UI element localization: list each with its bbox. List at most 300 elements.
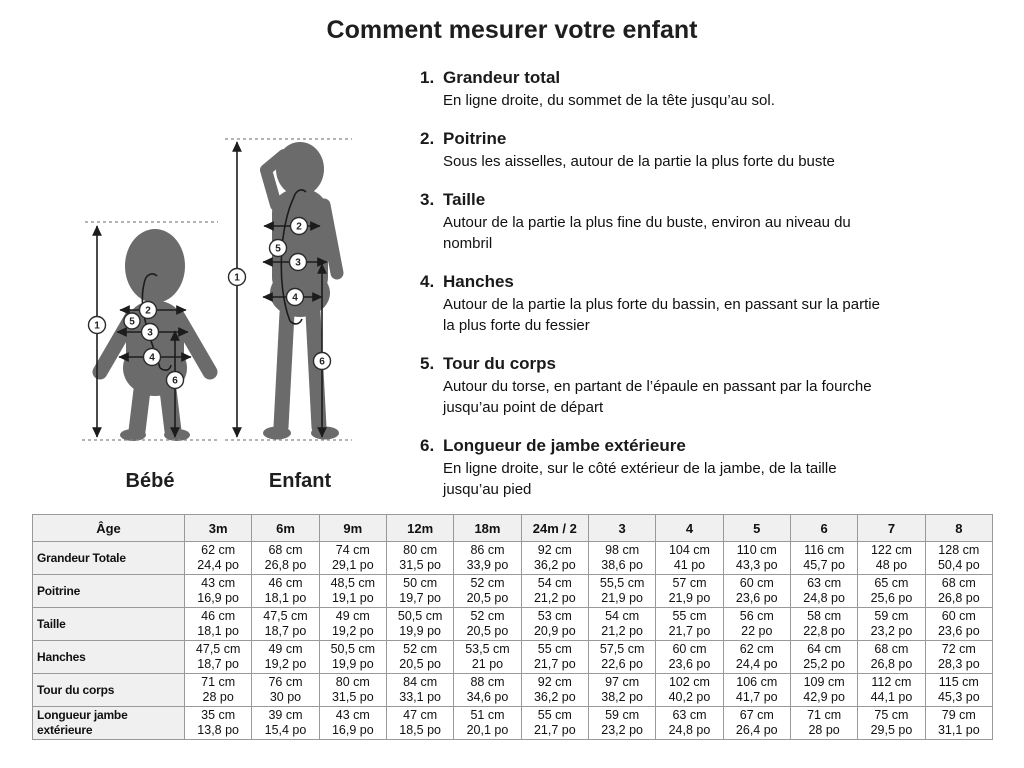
cm-value: 71 cm [201,675,236,689]
po-value: 23,6 po [735,591,778,605]
po-value: 43,3 po [735,558,778,572]
measurement-cell [858,575,925,608]
measurement-cell [319,542,386,575]
cm-value: 55,5 cm [599,576,645,590]
po-value: 22,6 po [601,657,643,671]
cm-value: 54 cm [605,609,640,623]
age-column-header: 6 [790,515,857,542]
po-value: 36,2 po [533,690,576,704]
row-label: Hanches [33,641,185,674]
po-value: 25,2 po [803,657,845,671]
po-value: 45,3 po [937,690,980,704]
instruction-text [443,68,775,111]
measurement-cell [185,674,252,707]
cm-value: 55 cm [537,642,572,656]
cm-value: 109 cm [803,675,845,689]
cm-value: 49 cm [335,609,370,623]
cm-value: 110 cm [736,543,777,557]
measurement-cell [925,575,992,608]
measurement-cell [925,674,992,707]
marker-number: 3 [295,257,301,269]
cm-value: 59 cm [874,609,909,623]
instruction-body: Autour de la partie la plus fine du buste, environ au niveau du nombril [443,214,851,252]
instruction-body: En ligne droite, du sommet de la tête jusqu’au sol. [443,92,775,109]
table-row [33,707,993,740]
measurement-cell [319,707,386,740]
measurement-cell [588,707,655,740]
cm-value: 68 cm [268,543,303,557]
cm-value: 62 cm [201,543,236,557]
measurement-instructions [420,68,1005,518]
po-value: 31,5 po [399,558,441,572]
marker-number: 2 [296,221,302,233]
cm-value: 56 cm [739,609,774,623]
cm-value: 60 cm [739,576,774,590]
cm-value: 58 cm [807,609,842,623]
marker-circle-2 [140,302,157,319]
marker-circle-1 [89,317,106,334]
po-value: 15,4 po [264,723,307,737]
instruction-number: 1. [420,68,435,87]
po-value: 21,9 po [668,591,711,605]
cm-value: 74 cm [335,543,370,557]
po-value: 38,6 po [601,558,643,572]
instruction-item-2 [420,129,1005,172]
measurement-cell [588,608,655,641]
size-table [32,514,993,740]
marker-number: 5 [275,243,281,255]
instruction-body: Autour du torse, en partant de l’épaule en passant par la fourche jusqu’au point de départ [443,378,872,416]
measurement-cell [723,674,790,707]
po-value: 38,2 po [601,690,643,704]
po-value: 18,7 po [197,657,240,671]
cm-value: 53,5 cm [465,642,510,656]
cm-value: 60 cm [672,642,707,656]
po-value: 36,2 po [533,558,576,572]
po-value: 26,8 po [870,657,913,671]
marker-circle-5 [124,313,140,329]
po-value: 23,6 po [668,657,711,671]
measurement-cell [588,575,655,608]
po-value: 20,5 po [399,657,441,671]
cm-value: 68 cm [941,576,976,590]
measurement-cell [925,707,992,740]
po-value: 18,1 po [197,624,240,638]
measurement-cell [656,575,723,608]
marker-number: 3 [147,327,153,339]
po-value: 19,9 po [399,624,441,638]
instruction-body: Autour de la partie la plus forte du bassin, en passant sur la partie la plus forte du fessier [443,296,880,334]
po-value: 44,1 po [870,690,913,704]
po-value: 19,2 po [264,657,307,671]
measurement-cell [319,575,386,608]
measurement-cell [656,674,723,707]
po-value: 22,8 po [803,624,845,638]
instruction-number: 5. [420,354,435,373]
marker-circle-3 [142,324,159,341]
measurement-cell [521,575,588,608]
table-header-row [33,515,993,542]
marker-number: 6 [319,356,325,368]
marker-circle-5 [270,240,287,257]
measurement-cell [723,542,790,575]
po-value: 21,7 po [668,624,711,638]
instruction-number: 6. [420,436,435,455]
table-row [33,542,993,575]
measurement-cell [588,542,655,575]
po-value: 23,6 po [937,624,980,638]
po-value: 28,3 po [937,657,980,671]
po-value: 45,7 po [803,558,845,572]
cm-value: 65 cm [874,576,909,590]
instruction-heading: Taille [443,190,486,209]
cm-value: 84 cm [403,675,438,689]
instruction-item-1 [420,68,1005,111]
measurement-cell [319,608,386,641]
cm-value: 59 cm [605,708,640,722]
measurement-cell [454,542,521,575]
marker-circle-3 [290,254,307,271]
measurement-cell [790,641,857,674]
table-row [33,575,993,608]
po-value: 21,9 po [601,591,643,605]
row-label: Taille [33,608,185,641]
cm-value: 48,5 cm [330,576,376,590]
table-row [33,674,993,707]
po-value: 26,8 po [937,591,980,605]
instruction-text [443,436,888,500]
cm-value: 98 cm [605,543,640,557]
po-value: 48 po [875,558,908,572]
po-value: 24,8 po [668,723,711,737]
row-label: Poitrine [33,575,185,608]
measurement-cell [386,641,453,674]
age-column-header: 4 [656,515,723,542]
po-value: 34,6 po [466,690,509,704]
measurement-cell [386,707,453,740]
measurement-cell [185,608,252,641]
cm-value: 80 cm [335,675,370,689]
instruction-number: 2. [420,129,435,148]
po-value: 28 po [808,723,840,737]
age-column-header: 9m [319,515,386,542]
po-value: 31,1 po [937,723,980,737]
instruction-item-3 [420,190,1005,254]
measurement-cell [521,674,588,707]
measurement-cell [386,542,453,575]
instruction-text [443,354,888,418]
po-value: 24,4 po [735,657,778,671]
po-value: 16,9 po [331,723,374,737]
cm-value: 63 cm [672,708,707,722]
cm-value: 54 cm [537,576,572,590]
cm-value: 97 cm [605,675,640,689]
po-value: 41 po [673,558,706,572]
marker-number: 6 [172,375,178,387]
instruction-item-5 [420,354,1005,418]
cm-value: 106 cm [736,675,778,689]
measurement-cell [656,707,723,740]
cm-value: 52 cm [470,609,505,623]
cm-value: 50,5 cm [330,642,376,656]
instruction-heading: Longueur de jambe extérieure [443,436,686,455]
measurement-cell [858,608,925,641]
measurement-cell [723,608,790,641]
cm-value: 116 cm [804,543,845,557]
cm-value: 55 cm [672,609,707,623]
po-value: 21,7 po [533,657,576,671]
measurement-cell [252,707,319,740]
instruction-heading: Poitrine [443,129,507,148]
measurement-cell [386,674,453,707]
table-row [33,641,993,674]
po-value: 16,9 po [197,591,240,605]
measurement-cell [252,608,319,641]
cm-value: 112 cm [871,675,912,689]
marker-circle-4 [287,289,304,306]
page-title: Comment mesurer votre enfant [326,16,698,44]
cm-value: 128 cm [938,543,980,557]
po-value: 23,2 po [601,723,643,737]
cm-value: 46 cm [201,609,236,623]
cm-value: 63 cm [807,576,842,590]
instruction-body: Sous les aisselles, autour de la partie la plus forte du buste [443,153,835,170]
cm-value: 50 cm [403,576,438,590]
po-value: 21,2 po [533,591,576,605]
row-label: Tour du corps [33,674,185,707]
cm-value: 92 cm [537,675,572,689]
po-value: 22 po [741,624,773,638]
measurement-cell [521,542,588,575]
age-column-header: 18m [454,515,521,542]
measurement-cell [185,575,252,608]
measurement-cell [925,542,992,575]
instruction-number: 3. [420,190,435,209]
cm-value: 53 cm [537,609,572,623]
po-value: 19,2 po [331,624,374,638]
cm-value: 57 cm [672,576,707,590]
po-value: 18,1 po [264,591,307,605]
po-value: 24,4 po [197,558,240,572]
age-header: Âge [33,515,185,542]
cm-value: 51 cm [470,708,505,722]
po-value: 24,8 po [803,591,845,605]
marker-circle-1 [229,269,246,286]
cm-value: 47 cm [403,708,438,722]
measurement-cell [454,608,521,641]
marker-number: 2 [145,305,151,317]
measurement-cell [521,608,588,641]
measurement-cell [185,707,252,740]
marker-circle-6 [167,372,184,389]
cm-value: 39 cm [268,708,303,722]
age-column-header: 8 [925,515,992,542]
po-value: 31,5 po [331,690,374,704]
po-value: 26,4 po [735,723,778,737]
marker-number: 1 [94,320,100,332]
cm-value: 76 cm [268,675,303,689]
measurement-cell [454,641,521,674]
po-value: 18,7 po [264,624,307,638]
po-value: 42,9 po [803,690,845,704]
instruction-heading: Tour du corps [443,354,557,373]
cm-value: 86 cm [470,543,505,557]
measurement-cell [185,542,252,575]
measurement-cell [454,575,521,608]
measurement-cell [252,575,319,608]
po-value: 33,1 po [399,690,441,704]
cm-value: 52 cm [470,576,505,590]
instruction-heading: Hanches [443,272,514,291]
measurement-cell [521,707,588,740]
instruction-heading: Grandeur total [443,68,561,87]
cm-value: 102 cm [668,675,710,689]
cm-value: 55 cm [537,708,572,722]
measurement-cell [723,575,790,608]
measurement-cell [790,542,857,575]
po-value: 33,9 po [466,558,509,572]
cm-value: 50,5 cm [397,609,443,623]
measurement-cell [319,674,386,707]
measurement-cell [723,641,790,674]
cm-value: 64 cm [807,642,842,656]
marker-number: 4 [292,292,298,304]
po-value: 21,7 po [533,723,576,737]
measurement-cell [790,575,857,608]
cm-value: 43 cm [201,576,236,590]
instruction-item-6 [420,436,1005,500]
measurement-cell [252,674,319,707]
po-value: 29,1 po [331,558,374,572]
cm-value: 79 cm [941,708,976,722]
measurement-cell [858,641,925,674]
measurement-cell [454,674,521,707]
po-value: 18,5 po [399,723,441,737]
measurement-cell [790,707,857,740]
cm-value: 35 cm [201,708,236,722]
po-value: 20,5 po [466,624,509,638]
cm-value: 47,5 cm [263,609,308,623]
po-value: 19,7 po [399,591,441,605]
measurement-cell [925,608,992,641]
instruction-item-4 [420,272,1005,336]
age-column-header: 5 [723,515,790,542]
cm-value: 92 cm [537,543,572,557]
measurement-cell [588,641,655,674]
cm-value: 62 cm [739,642,774,656]
instruction-text [443,129,835,172]
cm-value: 67 cm [739,708,774,722]
measurement-cell [386,575,453,608]
measurement-cell [386,608,453,641]
cm-value: 68 cm [874,642,909,656]
age-column-header: 12m [386,515,453,542]
table-row [33,608,993,641]
cm-value: 80 cm [403,543,438,557]
po-value: 50,4 po [937,558,980,572]
marker-number: 5 [129,316,135,328]
measurement-cell [252,542,319,575]
po-value: 20,1 po [466,723,509,737]
po-value: 21,2 po [601,624,643,638]
measurement-cell [790,674,857,707]
po-value: 20,5 po [466,591,509,605]
po-value: 20,9 po [533,624,576,638]
silhouettes-illustration [60,125,390,475]
cm-value: 60 cm [941,609,976,623]
measurement-cell [656,641,723,674]
cm-value: 71 cm [807,708,842,722]
marker-circle-6 [314,353,331,370]
row-label: Grandeur Totale [33,542,185,575]
po-value: 19,1 po [331,591,374,605]
age-column-header: 6m [252,515,319,542]
measurement-cell [858,707,925,740]
instruction-text [443,272,888,336]
po-value: 13,8 po [197,723,240,737]
age-column-header: 7 [858,515,925,542]
measurement-cell [925,641,992,674]
po-value: 41,7 po [735,690,778,704]
cm-value: 47,5 cm [195,642,241,656]
baby-figure-label: Bébé [125,470,175,492]
po-value: 26,8 po [264,558,307,572]
marker-circle-4 [144,349,161,366]
age-column-header: 3m [185,515,252,542]
measurement-cell [790,608,857,641]
measurement-cell [858,542,925,575]
cm-value: 104 cm [668,543,710,557]
measurement-cell [656,542,723,575]
measurement-cell [521,641,588,674]
instruction-text [443,190,888,254]
marker-number: 1 [234,272,240,284]
marker-number: 4 [149,352,155,364]
measurement-cell [858,674,925,707]
cm-value: 57,5 cm [599,642,645,656]
marker-circle-2 [291,218,308,235]
cm-value: 52 cm [403,642,438,656]
measurement-cell [454,707,521,740]
cm-value: 43 cm [335,708,370,722]
measurement-cell [723,707,790,740]
row-label: Longueur jambe extérieure [33,707,185,740]
cm-value: 115 cm [938,675,979,689]
measurement-cell [252,641,319,674]
child-figure-label: Enfant [268,470,332,492]
measurement-cell [319,641,386,674]
po-value: 29,5 po [870,723,913,737]
age-column-header: 3 [588,515,655,542]
cm-value: 88 cm [470,675,505,689]
cm-value: 122 cm [870,543,912,557]
cm-value: 49 cm [268,642,303,656]
po-value: 30 po [269,690,302,704]
po-value: 21 po [471,657,504,671]
instruction-number: 4. [420,272,435,291]
measurement-cell [588,674,655,707]
age-column-header: 24m / 2 [521,515,588,542]
cm-value: 72 cm [941,642,976,656]
po-value: 40,2 po [668,690,711,704]
instruction-body: En ligne droite, sur le côté extérieur de la jambe, de la taille jusqu’au pied [443,460,837,498]
po-value: 28 po [202,690,234,704]
cm-value: 75 cm [874,708,909,722]
po-value: 25,6 po [870,591,913,605]
cm-value: 46 cm [268,576,303,590]
measurement-cell [656,608,723,641]
measurement-cell [185,641,252,674]
